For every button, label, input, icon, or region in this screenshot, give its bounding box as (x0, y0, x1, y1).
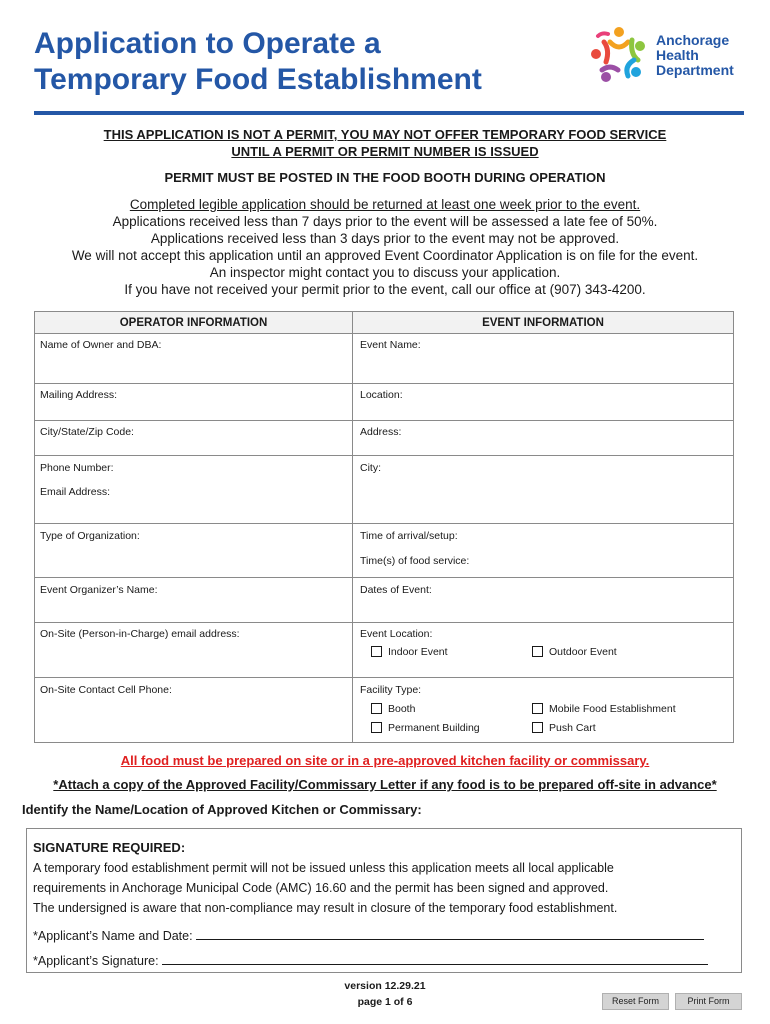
checkbox-box[interactable] (532, 646, 543, 657)
title-line-1: Application to Operate a (34, 27, 381, 60)
checkbox-box[interactable] (371, 703, 382, 714)
checkbox-box[interactable] (532, 722, 543, 733)
application-form-table (34, 311, 734, 743)
page-title (34, 26, 554, 98)
mobile-food-checkbox[interactable] (532, 703, 676, 716)
not-permit-notice-line-1: THIS APPLICATION IS NOT A PERMIT, YOU MAY NOT OFFER TEMPORARY FOOD SERVICE (103, 127, 667, 142)
booth-label: Booth (388, 703, 416, 715)
permanent-building-label: Permanent Building (388, 722, 480, 734)
row-divider (35, 523, 733, 524)
operator-info-header: OPERATOR INFORMATION (35, 312, 352, 334)
checkbox-box[interactable] (532, 703, 543, 714)
attach-letter-notice: *Attach a copy of the Approved Facility/Commissary Letter if any food is to be prepared off-site in advance* (53, 777, 717, 792)
checkbox-box[interactable] (371, 722, 382, 733)
indoor-event-label: Indoor Event (388, 646, 448, 658)
city-field[interactable]: City: (360, 462, 381, 474)
signature-text-line: requirements in Anchorage Municipal Code (AMC) 16.60 and the permit has been signed and approved. (33, 881, 609, 895)
signature-text-line: The undersigned is aware that non-compliance may result in closure of the temporary food establishment. (33, 901, 618, 915)
applicant-name-date-field[interactable] (33, 928, 704, 944)
row-divider (35, 677, 733, 678)
email-address-field[interactable]: Email Address: (40, 486, 111, 498)
page-number: page 1 of 6 (357, 996, 413, 1008)
event-location-label: Event Location: (360, 628, 433, 640)
info-line: Applications received less than 3 days prior to the event may not be approved. (150, 231, 620, 246)
mailing-address-field[interactable]: Mailing Address: (40, 389, 118, 401)
mobile-food-label: Mobile Food Establishment (549, 703, 676, 715)
applicant-signature-field[interactable] (33, 953, 708, 969)
onsite-email-field[interactable]: On-Site (Person-in-Charge) email address: (40, 628, 240, 640)
event-dates-field[interactable]: Dates of Event: (360, 584, 432, 596)
arrival-time-field[interactable]: Time of arrival/setup: (360, 530, 458, 542)
info-line: If you have not received your permit prior to the event, call our office at (907) 343-4200. (124, 282, 646, 297)
address-field[interactable]: Address: (360, 426, 402, 438)
posted-notice: PERMIT MUST BE POSTED IN THE FOOD BOOTH DURING OPERATION (164, 170, 606, 185)
onsite-phone-field[interactable]: On-Site Contact Cell Phone: (40, 684, 172, 696)
outdoor-event-label: Outdoor Event (549, 646, 617, 658)
info-line: An inspector might contact you to discuss your application. (209, 265, 561, 280)
logo-line-1: Anchorage (656, 32, 730, 48)
food-service-time-field[interactable]: Time(s) of food service: (360, 555, 470, 567)
checkbox-box[interactable] (371, 646, 382, 657)
phone-number-field[interactable]: Phone Number: (40, 462, 114, 474)
commissary-field[interactable]: Identify the Name/Location of Approved Kitchen or Commissary: (22, 802, 422, 817)
row-divider (35, 420, 733, 421)
signature-title: SIGNATURE REQUIRED: (33, 840, 186, 855)
organization-type-field[interactable]: Type of Organization: (40, 530, 140, 542)
applicant-signature-label: *Applicant’s Signature: (33, 954, 159, 968)
signature-text-line: A temporary food establishment permit will not be issued unless this application meets all local applicable (33, 861, 614, 875)
event-info-header: EVENT INFORMATION (353, 312, 733, 334)
info-line: We will not accept this application until an approved Event Coordinator Application is on file for the event. (71, 248, 699, 263)
food-preparation-warning: All food must be prepared on site or in a pre-approved kitchen facility or commissary. (120, 753, 650, 768)
city-state-zip-field[interactable]: City/State/Zip Code: (40, 426, 134, 438)
owner-dba-field[interactable]: Name of Owner and DBA: (40, 339, 162, 351)
event-name-field[interactable]: Event Name: (360, 339, 421, 351)
people-circle-icon (588, 24, 650, 86)
facility-type-label: Facility Type: (360, 684, 422, 696)
row-divider (35, 383, 733, 384)
header-divider (34, 111, 744, 115)
push-cart-checkbox[interactable] (532, 722, 596, 735)
info-line: Applications received less than 7 days prior to the event will be assessed a late fee of 50%. (112, 214, 658, 229)
not-permit-notice-line-2: UNTIL A PERMIT OR PERMIT NUMBER IS ISSUED (231, 144, 539, 159)
row-divider (35, 577, 733, 578)
logo-line-3: Department (656, 62, 734, 78)
signature-input-line[interactable] (162, 953, 708, 965)
print-form-button[interactable]: Print Form (675, 993, 742, 1010)
logo-wordmark (656, 33, 734, 78)
applicant-name-date-label: *Applicant’s Name and Date: (33, 929, 193, 943)
anchorage-health-logo (588, 24, 758, 90)
logo-line-2: Health (656, 47, 699, 63)
name-date-input-line[interactable] (196, 928, 704, 940)
location-field[interactable]: Location: (360, 389, 403, 401)
row-divider (35, 455, 733, 456)
title-line-2: Temporary Food Establishment (34, 63, 482, 96)
info-line: Completed legible application should be returned at least one week prior to the event. (129, 197, 641, 212)
reset-form-button[interactable]: Reset Form (602, 993, 669, 1010)
outdoor-event-checkbox[interactable] (532, 646, 617, 659)
version-label: version 12.29.21 (344, 980, 426, 992)
event-organizer-field[interactable]: Event Organizer’s Name: (40, 584, 158, 596)
row-divider (35, 622, 733, 623)
push-cart-label: Push Cart (549, 722, 596, 734)
indoor-event-checkbox[interactable] (371, 646, 448, 659)
booth-checkbox[interactable] (371, 703, 415, 716)
permanent-building-checkbox[interactable] (371, 722, 480, 735)
signature-section (26, 828, 742, 973)
